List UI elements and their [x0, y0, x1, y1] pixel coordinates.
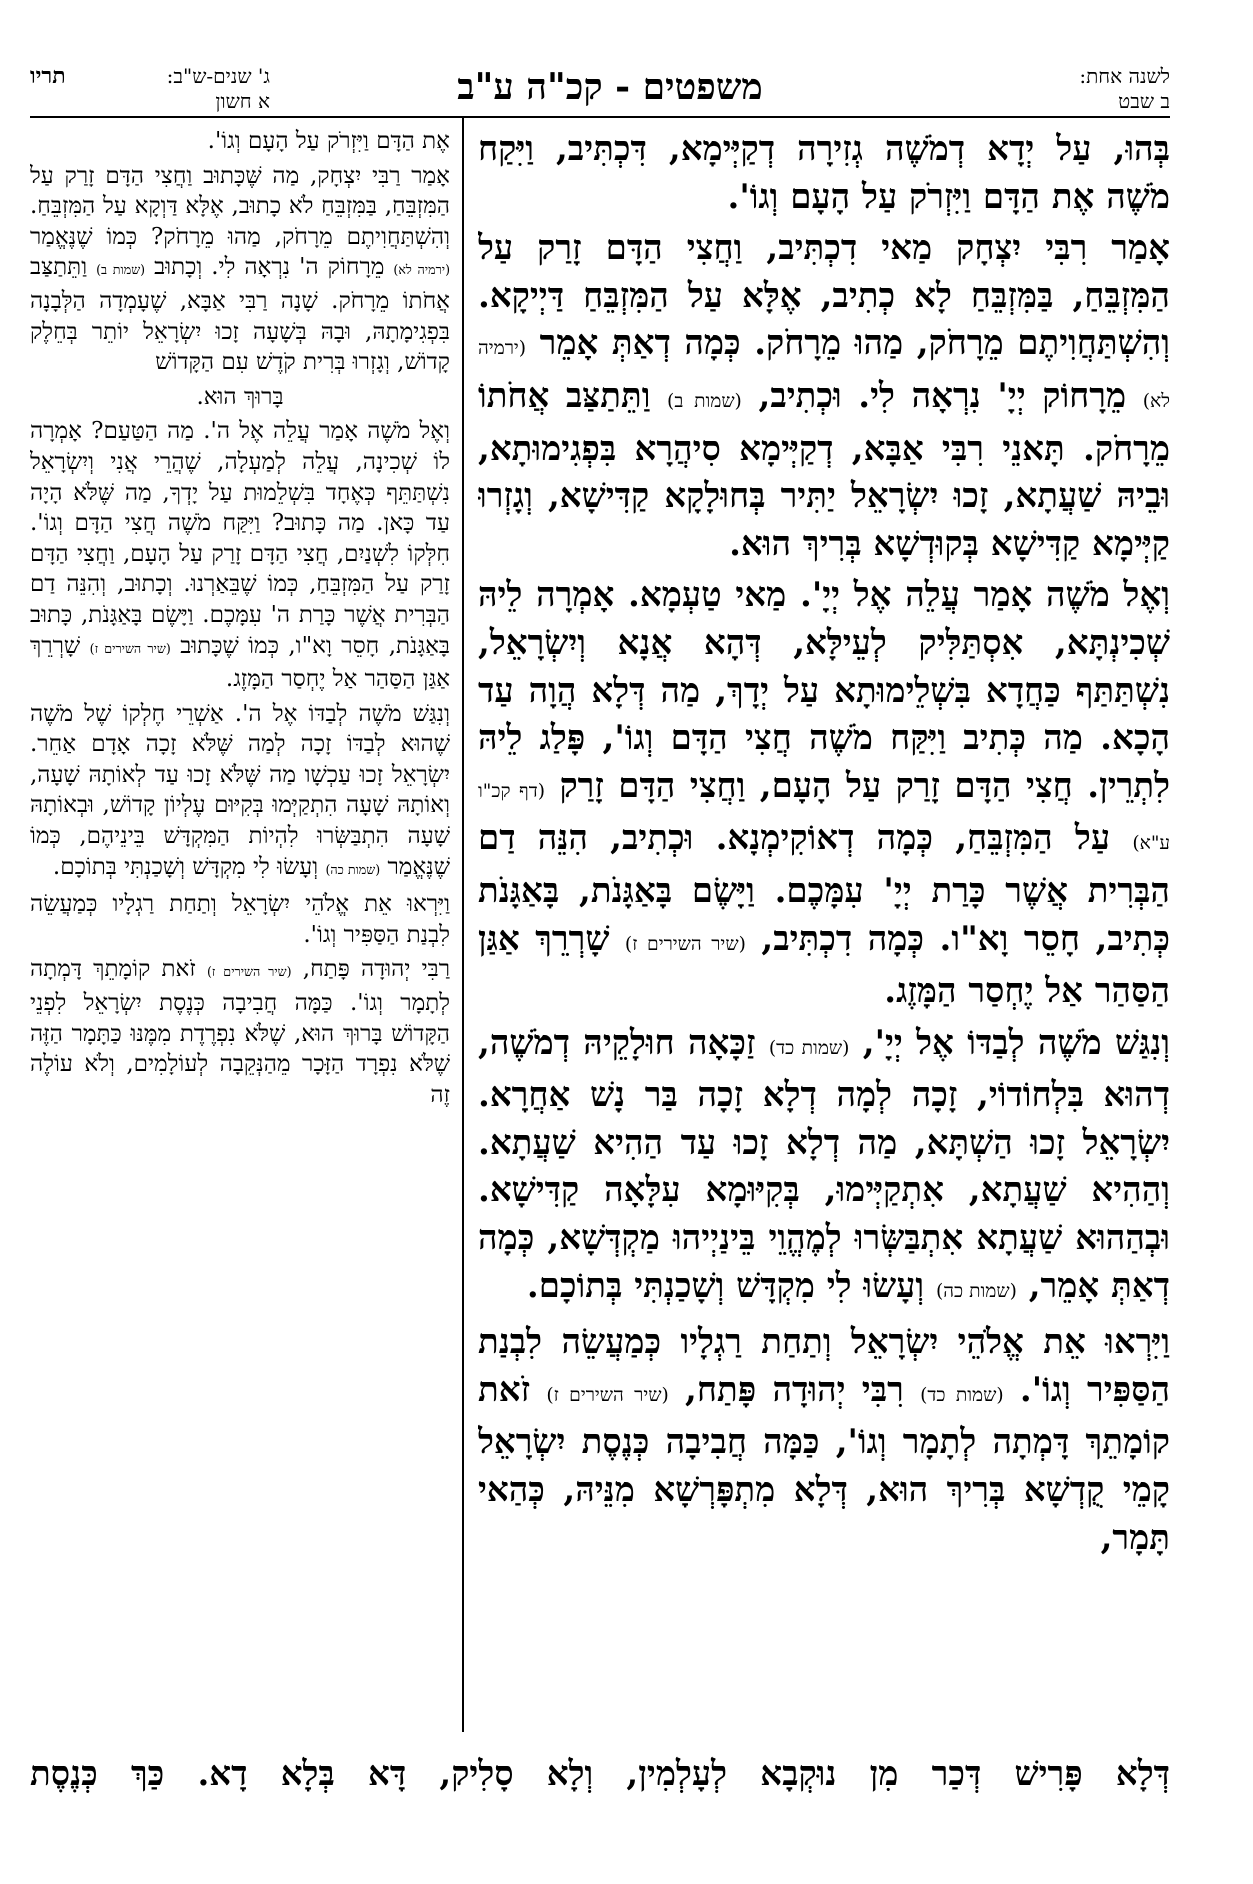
side-paragraph-4: [30, 699, 450, 886]
main-p4b-text: זַכָּאָה חוּלָקֵיהּ דְמֹשֶׁה, דְהוּא בִּלְחוֹדוֹי, זָכָה לְמָה דְלָא זָכָה בַּר נָשׁ אַחֲרָא. יִשְׂרָאֵל זָכוּ הַשְׁתָּא, מַה דְלָא זָכוּ עַד הַהִיא שַׁעֲתָא. וְהַהִיא שַׁעֲתָא, אִתְקַיְּימוּ, בְּקִיּוּמָא עִלָּאָה קַדִּישָׁא. וּבְהַהוּא שַׁעֲתָא אִתְבַּשְּׂרוּ לְמֶהֱוֵי בֵּינַיְיהוּ מַקְדְּשָׁא, כְּמָה דְאַתְּ אָמֵר,: [478, 1022, 1170, 1306]
side-paragraph-6: [30, 954, 450, 1110]
main-paragraph-5: [478, 1319, 1170, 1562]
side-p2d-text: בָּרוּךְ הוּא.: [196, 383, 284, 410]
source-reference: (שמות כה): [325, 861, 381, 877]
side-paragraph-5: [30, 889, 450, 950]
header-left: [30, 64, 270, 114]
main-p2c-text: וַתֵּתַצַּב אֲחֹתוֹ מֵרָחֹק. תָּאנֵי רִבִּי אַבָּא, דְקַיְּימָא סִיהֲרָא בִּפְגִימוּתָא, וּבֵיהּ שַׁעֲתָא, זָכוּ יִשְׂרָאֵל יַתִּיר בְּחוּלָקָא קַדִּישָׁא, וְגָזְרוּ קַיְּימָא קַדִּישָׁא בְּקוּדְשָׁא בְּרִיךְ הוּא.: [478, 375, 1170, 564]
main-p5c-text: זֹאת קוֹמָתֵךְ דָּמְתָה לְתָמָר וְגוֹ', כַּמָּה חֲבִיבָה כְּנֶסֶת יִשְׂרָאֵל קָמֵי קֻדְשָׁא בְּרִיךְ הוּא, דְּלָא מִתְפָּרְשָׁא מִנֵּיהּ, כְּהַאי תָּמָר,: [478, 1369, 1170, 1558]
side-paragraph-2-end: [30, 382, 450, 413]
column-divider: [462, 118, 464, 1732]
main-p5a-text: וַיִּרְאוּ אֵת אֱלֹהֵי יִשְׂרָאֵל וְתַחַת רַגְלָיו כְּמַעֲשֵׂה לִבְנַת הַסַּפִּיר וְגוֹ'.: [478, 1322, 1170, 1410]
side-p6a-text: רַבִּי יְהוּדָה פָּתַח,: [302, 956, 450, 983]
side-p2b-text: מֵרָחוֹק ה' נִרְאָה לִי. וְכָתוּב: [154, 254, 385, 281]
page-number: תריו: [30, 63, 66, 89]
main-p2b-text: מֵרָחוֹק יְיָ' נִרְאָה לִי. וּכְתִיב,: [758, 375, 1127, 416]
side-paragraph-1: [30, 126, 450, 157]
main-p3c-text: שָׁרְרֵךְ אַגַּן הַסַּהַר אַל יֶחְסַר הַמָּזֶג.: [478, 918, 1170, 1012]
main-p1-text: בְּהוּ, עַל יְדָא דְמֹשֶׁה גְזִירָה דְקַיְּימָא, דִּכְתִּיב, וַיִּקַח מֹשֶׁה אֶת הַדָּם וַיִּזְרֹק עַל הָעָם וְגוֹ'.: [478, 129, 1170, 217]
side-p6b-text: זֹאת קוֹמָתֵךְ דָּמְתָה לְתָמָר וְגוֹ'. כַּמָּה חֲבִיבָה כְּנֶסֶת יִשְׂרָאֵל לִפְנֵי הַקָּדוֹשׁ בָּרוּךְ הוּא, שֶׁלֹּא נִפְרֶדֶת מִמֶּנּוּ כַּתָּמָר הַזֶּה שֶׁלֹּא נִפְרָד הַזָּכָר מֵהַנְּקֵבָה לְעוֹלָמִים, וְלֹא עוֹלֶה זֶה: [30, 956, 450, 1108]
main-text-column: [478, 126, 1170, 1732]
source-reference: (שיר השירים ז): [546, 1384, 669, 1406]
side-p4a-text: וְנִגַּשׁ מֹשֶׁה לְבַדּוֹ אֶל ה'. אַשְׁרֵי חֶלְקוֹ שֶׁל מֹשֶׁה שֶׁהוּא לְבַדּוֹ זָכָה לְמַה שֶּׁלֹּא זָכָה אָדָם אַחֵר. יִשְׂרָאֵל זָכוּ עַכְשָׁו מַה שֶּׁלֹּא זָכוּ עַד לְאוֹתָהּ שָׁעָה, וְאוֹתָהּ שָׁעָה הִתְקַיְּמוּ בְּקִיּוּם עֶלְיוֹן קָדוֹשׁ, וּבְאוֹתָהּ שָׁעָה הִתְבַּשְּׂרוּ לִהְיוֹת הַמִּקְדָּשׁ בֵּינֵיהֶם, כְּמוֹ שֶׁנֶּאֱמַר: [30, 700, 450, 880]
source-reference: (שמות כד): [920, 1384, 1004, 1406]
header-right: [980, 64, 1170, 114]
main-paragraph-4: [478, 1020, 1170, 1316]
header-one-year-label: לשנה אחת:: [1079, 64, 1170, 88]
side-p1-text: אֶת הַדָּם וַיִּזְרֹק עַל הָעָם וְגוֹ'.: [207, 128, 450, 154]
header-three-years-label: ג' שנים-ש"ב:: [166, 64, 270, 88]
source-reference: (ירמיה לא): [478, 338, 1170, 412]
main-paragraph-3: [478, 572, 1170, 1015]
page-reference: (דף קכ"ו ע"א): [478, 780, 1170, 855]
main-p3b-text: עַל הַמִּזְבֵּחַ, כְּמָה דְאוֹקִימְנָא. וּכְתִיב, הִנֵּה דַם הַבְּרִית אֲשֶׁר כָּרַת יְיָ' עִמָּכֶם. וַיָּשֶׂם בָּאַגָּנֹת, בָּאַגָּנֹת כְּתִיב, חָסֵר וָא"ו. כְּמָה דִכְתִּיב,: [478, 818, 1170, 959]
header-one-year-date: ב שבט: [1118, 89, 1170, 113]
main-p5b-text: רִבִּי יְהוּדָה פָּתַח,: [685, 1369, 904, 1410]
side-p4b-text: וְעָשׂוּ לִי מִקְדָּשׁ וְשָׁכַנְתִּי בְּתוֹכָם.: [52, 853, 319, 880]
main-p3a-text: וְאֶל מֹשֶׁה אָמַר עֲלֵה אֶל יְיָ'. מַאי טַעְמָא. אָמְרָה לֵיהּ שְׁכִינְתָּא, אִסְתַּלִּיק לְעֵילָּא, דְּהָא אֲנָא וְיִשְׂרָאֵל, נִשְׁתַּתַּף כַּחֲדָא בִּשְׁלֵימוּתָא עַל יְדָךְ, מַה דְּלָא הֲוָה עַד הָכָא. מַה כְּתִיב וַיִּקַּח מֹשֶׁה חֲצִי הַדָּם וְגוֹ', פָּלַג לֵיהּ לִתְרֵין. חֲצִי הַדָּם זָרַק עַל הָעָם, וַחֲצִי הַדָּם זָרַק: [478, 575, 1170, 806]
header-three-years-date: א חשון: [215, 89, 270, 113]
side-p2a-text: אָמַר רַבִּי יִצְחָק, מַה שֶּׁכָּתוּב וַחֲצִי הַדָּם זָרַק עַל הַמִּזְבֵּחַ, בַּמִּזְבֵּחַ לֹא כָתוּב, אֶלָּא דַּוְקָא עַל הַמִּזְבֵּחַ. וְהִשְׁתַּחֲוִיתֶם מֵרָחֹק, מַהוּ מֵרָחֹק? כְּמוֹ שֶׁנֶּאֱמַר: [30, 162, 450, 250]
main-paragraph-2: [478, 225, 1170, 568]
source-reference: (שיר השירים ז): [89, 640, 171, 656]
main-p2a-text: אָמַר רִבִּי יִצְחָק מַאי דִכְתִּיב, וַחֲצִי הַדָּם זָרַק עַל הַמִּזְבֵּחַ, בַּמִּזְבֵּחַ לָא כְתִיב, אֶלָּא עַל הַמִּזְבֵּחַ דַּיְיקָא. וְהִשְׁתַּחֲוִיתֶם מֵרָחֹק, מַהוּ מֵרָחֹק. כְּמָה דְאַתְּ אָמֵר: [478, 228, 1170, 364]
side-paragraph-3: [30, 416, 450, 694]
page-header: [30, 62, 1170, 116]
header-rule: [30, 116, 1170, 118]
side-p3b-text: שָׁרְרֵךְ אַגַּן הַסַּהַר אַל יֶחְסַר הַמָּזֶג.: [30, 632, 450, 693]
main-p4a-text: וְנִגַּשׁ מֹשֶׁה לְבַדּוֹ אֶל יְיָ',: [862, 1022, 1170, 1063]
side-p2c-text: וַתֵּתַצַּב אֲחֹתוֹ מֵרָחֹק. שָׁנָה רַבִּי אַבָּא, שֶׁעָמְדָה הַלְּבָנָה בִּפְגִימָתָהּ, וּבָהּ בְּשָׁעָה זָכוּ יִשְׂרָאֵל יוֹתֵר בְּחֵלֶק קָדוֹשׁ, וְגָזְרוּ בְּרִית קֹדֶשׁ עִם הַקָּדוֹשׁ: [30, 254, 450, 376]
side-paragraph-2: [30, 161, 450, 378]
source-reference: (שמות ב): [667, 390, 742, 412]
translation-column: [30, 126, 450, 1732]
source-reference: (ירמיה לא): [393, 262, 450, 278]
main-p4c-text: וְעָשׂוּ לִי מִקְדָּשׁ וְשָׁכַנְתִּי בְּתוֹכָם.: [526, 1265, 925, 1306]
source-reference: (שיר השירים ז): [624, 933, 746, 955]
source-reference: (שמות כה): [935, 1280, 1017, 1302]
page-title: משפטים - קכ"ה ע"ב: [457, 66, 763, 108]
bottom-continuation-line: דְּלָא פָּרִישׁ דְּכַר מִן נוּקְבָא לְעָלְמִין, וְלָא סָלִיק, דָּא בְּלָא דָא. כַּךְ כְּנֶסֶת: [30, 1754, 1170, 1794]
source-reference: (שיר השירים ז): [206, 964, 292, 980]
side-p5-text: וַיִּרְאוּ אֵת אֱלֹהֵי יִשְׂרָאֵל וְתַחַת רַגְלָיו כְּמַעֲשֵׂה לִבְנַת הַסַּפִּיר וְגוֹ'.: [30, 891, 450, 948]
side-p3-text: וְאֶל מֹשֶׁה אָמַר עֲלֵה אֶל ה'. מַה הַטַּעַם? אָמְרָה לוֹ שְׁכִינָה, עֲלֵה לְמַעְלָה, שֶׁהֲרֵי אֲנִי וְיִשְׂרָאֵל נִשְׁתַּתֵּף כְּאֶחָד בִּשְׁלֵמוּת עַל יָדְךָ, מַה שֶּׁלֹּא הָיָה עַד כָּאן. מַה כָּתוּב? וַיִּקַּח מֹשֶׁה חֲצִי הַדָּם וְגוֹ'. חִלְּקוֹ לִשְׁנַיִם, חֲצִי הַדָּם זָרַק עַל הָעָם, וַחֲצִי הַדָּם זָרַק עַל הַמִּזְבֵּחַ, כְּמוֹ שֶׁבֵּאַרְנוּ. וְכָתוּב, וְהִנֵּה דַם הַבְּרִית אֲשֶׁר כָּרַת ה' עִמָּכֶם. וַיָּשֶׂם בָּאַגָּנֹת, כָּתוּב בָּאַגָּנֹת, חָסֵר וָא"ו, כְּמוֹ שֶׁכָּתוּב: [30, 418, 450, 659]
source-reference: (שמות כד): [768, 1037, 850, 1059]
source-reference: (שמות ב): [96, 262, 146, 278]
main-paragraph-1: [478, 126, 1170, 221]
